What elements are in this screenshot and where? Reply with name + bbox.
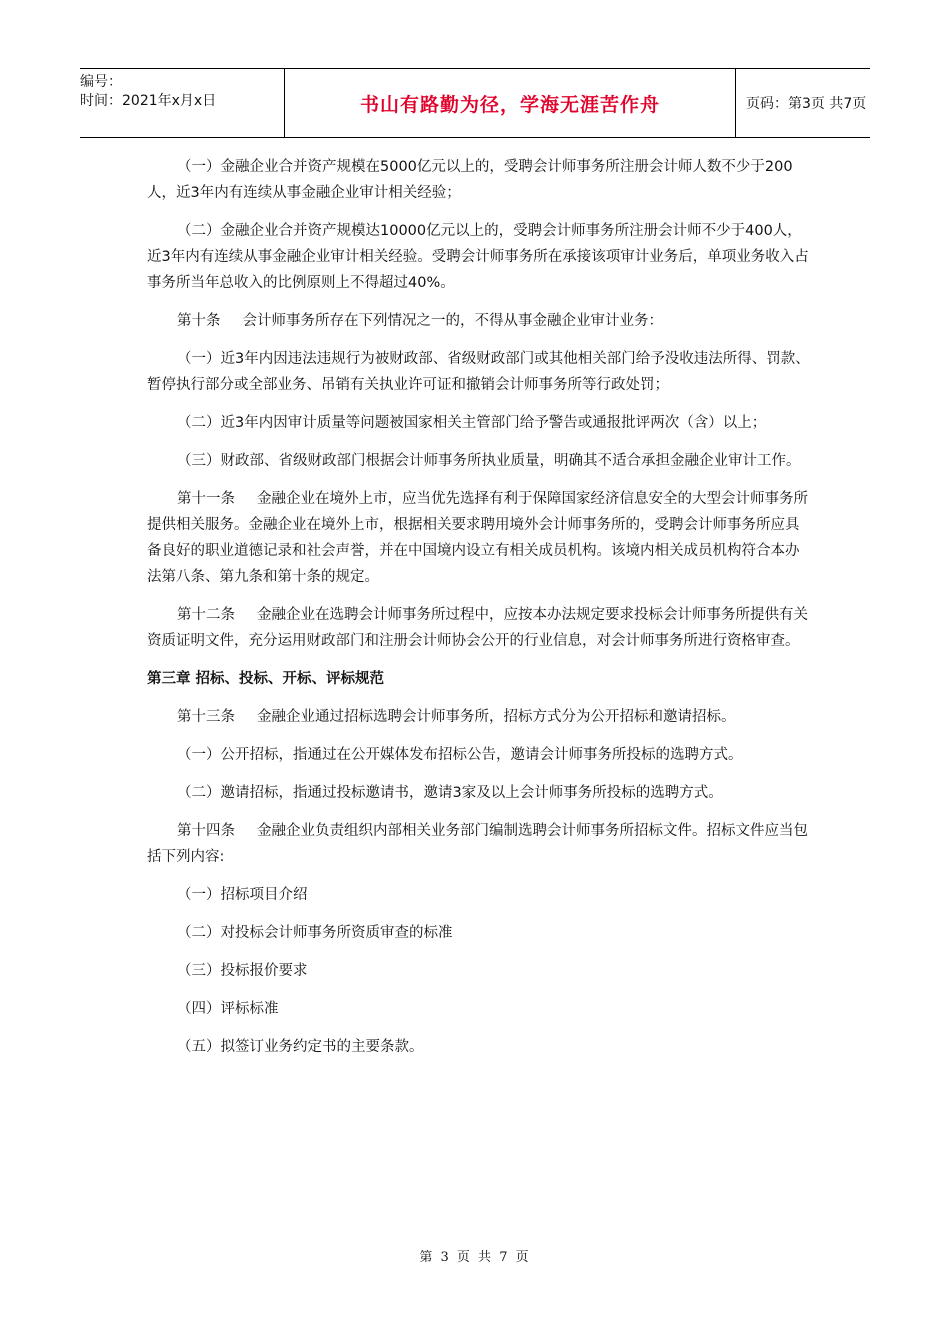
paragraph: （一）近3年内因违法违规行为被财政部、省级财政部门或其他相关部门给予没收违法所得、罚款、暂停执行部分或全部业务、吊销有关执业许可证和撤销会计师事务所等行政处罚； bbox=[147, 351, 810, 393]
header-left-cell bbox=[80, 69, 284, 141]
page-footer: 第 3 页 共 7 页 bbox=[419, 1250, 531, 1265]
article-paragraph: 第十二条 金融企业在选聘会计师事务所过程中，应按本办法规定要求投标会计师事务所提供有关资质证明文件，充分运用财政部门和注册会计师协会公开的行业信息，对会计师事务所进行资格审查。 bbox=[147, 607, 808, 649]
list-item: （三）投标报价要求 bbox=[177, 963, 308, 979]
page-info: 页码：第3页 共7页 bbox=[746, 96, 867, 112]
article-number: 第十二条 bbox=[177, 607, 235, 623]
list-item: （二）对投标会计师事务所资质审查的标准 bbox=[177, 925, 453, 941]
article-paragraph: 第十四条 金融企业负责组织内部相关业务部门编制选聘会计师事务所招标文件。招标文件应当包括下列内容: bbox=[147, 823, 808, 865]
paragraph: （二）邀请招标，指通过投标邀请书，邀请3家及以上会计师事务所投标的选聘方式。 bbox=[177, 785, 723, 801]
list-item: （四）评标标准 bbox=[177, 1001, 279, 1017]
chapter-heading: 第三章 招标、投标、开标、评标规范 bbox=[147, 671, 385, 687]
list-item: （五）拟签订业务约定书的主要条款。 bbox=[177, 1039, 424, 1055]
paragraph: （三）财政部、省级财政部门根据会计师事务所执业质量，明确其不适合承担金融企业审计工作。 bbox=[177, 453, 801, 469]
paragraph: （一）公开招标，指通过在公开媒体发布招标公告，邀请会计师事务所投标的选聘方式。 bbox=[177, 747, 743, 763]
list-item: （一）招标项目介绍 bbox=[177, 887, 308, 903]
paragraph: （二）近3年内因审计质量等问题被国家相关主管部门给予警告或通报批评两次（含）以上； bbox=[177, 415, 767, 431]
header-motto-cell bbox=[284, 69, 736, 137]
paragraph: （二）金融企业合并资产规模达10000亿元以上的，受聘会计师事务所注册会计师不少于400人，近3年内有连续从事金融企业审计相关经验。受聘会计师事务所在承接该项审计业务后，单项业务收入占事务所当年总收入的比例原则上不得超过40%。 bbox=[147, 223, 809, 291]
article-number: 第十一条 bbox=[177, 491, 235, 507]
article-paragraph: 第十条 会计师事务所存在下列情况之一的，不得从事金融企业审计业务： bbox=[177, 313, 663, 329]
article-number: 第十三条 bbox=[177, 709, 235, 725]
article-number: 第十四条 bbox=[177, 823, 235, 839]
article-paragraph: 第十三条 金融企业通过招标选聘会计师事务所，招标方式分为公开招标和邀请招标。 bbox=[177, 709, 736, 725]
time-label: 时间：2021年x月x日 bbox=[80, 93, 217, 109]
header-page-info-cell bbox=[736, 69, 880, 137]
article-number: 第十条 bbox=[177, 313, 221, 329]
motto: 书山有路勤为径，学海无涯苦作舟 bbox=[359, 93, 660, 116]
article-paragraph: 第十一条 金融企业在境外上市，应当优先选择有利于保障国家经济信息安全的大型会计师事务所提供相关服务。金融企业在境外上市，根据相关要求聘用境外会计师事务所的，受聘会计师事务所应具备良好的职业道德记录和社会声誉，并在中国境内设立有相关成员机构。该境内相关成员机构符合本办法第八条、第九条和第十条的规定。 bbox=[147, 491, 808, 585]
document-body bbox=[147, 154, 811, 1072]
page-header bbox=[80, 68, 870, 138]
serial-label: 编号： bbox=[80, 74, 122, 90]
paragraph: （一）金融企业合并资产规模在5000亿元以上的，受聘会计师事务所注册会计师人数不少于200人，近3年内有连续从事金融企业审计相关经验； bbox=[147, 159, 793, 201]
